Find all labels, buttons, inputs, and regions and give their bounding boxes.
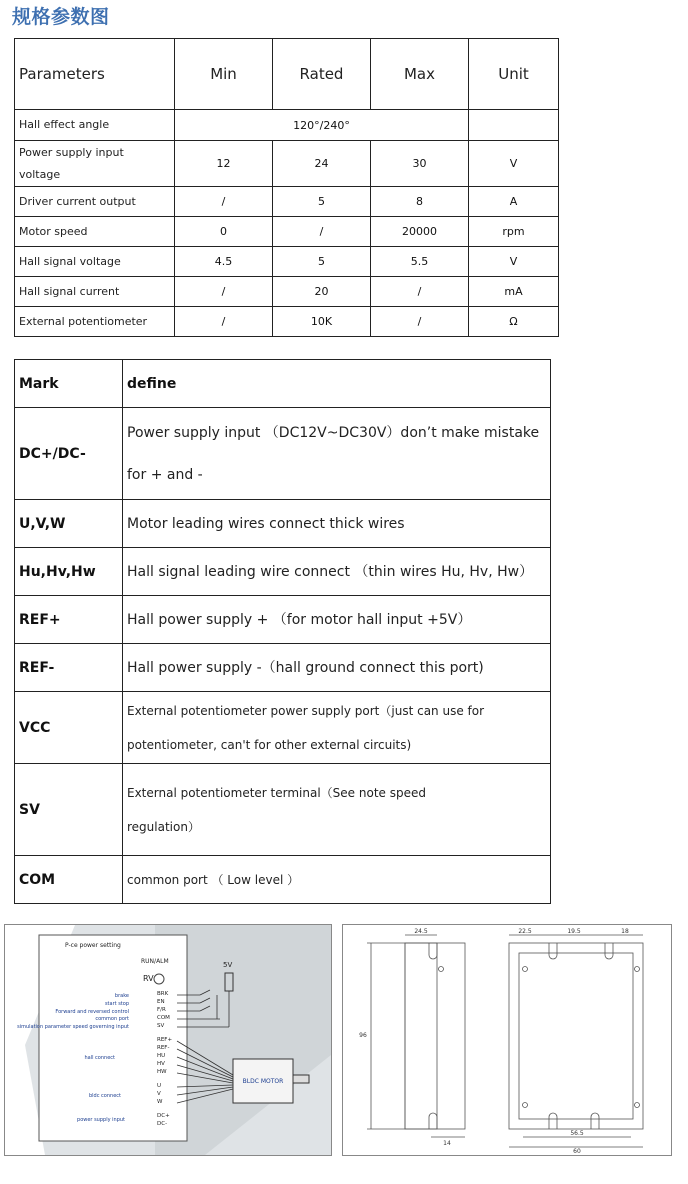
header-mark: Mark [15, 360, 123, 408]
pin-label: W [157, 1099, 163, 1105]
hall-angle-value: 120°/240° [175, 110, 469, 141]
param-unit: mA [469, 277, 559, 307]
page-title: 规格参数图 [12, 6, 110, 28]
param-label: Hall effect angle [15, 110, 175, 141]
side-label: simulation parameter speed governing input [17, 1024, 129, 1030]
pin-label: V [157, 1091, 161, 1097]
mark-row [15, 764, 551, 856]
mark-key: COM [15, 856, 123, 904]
dim-label: 56.5 [570, 1130, 584, 1137]
dim-label: 60 [573, 1148, 581, 1155]
param-max: 5.5 [371, 247, 469, 277]
param-unit: Ω [469, 307, 559, 337]
side-label: hall connect [84, 1055, 115, 1061]
mark-define-line1: Power supply input （DC12V~DC30V）don’t make mistake [127, 424, 540, 441]
param-unit: rpm [469, 217, 559, 247]
power-setting-label: P-ce power setting [65, 942, 121, 949]
motor-label: BLDC MOTOR [242, 1078, 284, 1085]
mark-define-line1: External potentiometer power supply port（just can use for [127, 703, 485, 718]
param-min: 4.5 [175, 247, 273, 277]
pin-label: EN [157, 999, 165, 1005]
mark-define: Hall power supply + （for motor hall input +5V） [123, 596, 551, 644]
mark-define: common port （ Low level ） [123, 856, 551, 904]
wiring-diagram-image [4, 924, 332, 1156]
pin-label: COM [157, 1015, 170, 1021]
dim-label: 18 [621, 928, 629, 935]
param-min: / [175, 277, 273, 307]
pin-label: REF- [157, 1045, 170, 1051]
pin-label: F/R [157, 1007, 166, 1013]
mark-define: Hall signal leading wire connect （thin wires Hu, Hv, Hw） [123, 548, 551, 596]
param-label: Driver current output [15, 187, 175, 217]
param-rated: / [273, 217, 371, 247]
param-label: External potentiometer [15, 307, 175, 337]
hall-angle-unit [469, 110, 559, 141]
mark-key: DC+/DC- [15, 408, 123, 500]
param-rated: 5 [273, 187, 371, 217]
pin-label: DC- [157, 1121, 168, 1127]
param-min: / [175, 307, 273, 337]
mark-define [123, 692, 551, 764]
param-max: / [371, 277, 469, 307]
param-max: 8 [371, 187, 469, 217]
mark-define [123, 764, 551, 856]
mark-row [15, 596, 551, 644]
header-define: define [123, 360, 551, 408]
param-label: Hall signal current [15, 277, 175, 307]
mark-define-line1: External potentiometer terminal（See note speed [127, 785, 426, 800]
sv-5v-label: 5V [223, 961, 233, 969]
mark-key: SV [15, 764, 123, 856]
spec-header-row [15, 39, 559, 110]
param-rated: 24 [273, 141, 371, 187]
pin-label: BRK [157, 991, 169, 997]
dim-label: 96 [359, 1032, 367, 1039]
header-max: Max [371, 39, 469, 110]
mark-define: Motor leading wires connect thick wires [123, 500, 551, 548]
side-label: start stop [104, 1001, 129, 1007]
dim-label: 19.5 [567, 928, 581, 935]
param-unit: V [469, 247, 559, 277]
side-label: bldc connect [88, 1093, 121, 1099]
param-rated: 20 [273, 277, 371, 307]
mark-table [14, 359, 551, 904]
param-min: 0 [175, 217, 273, 247]
mark-define: Hall power supply -（hall ground connect this port) [123, 644, 551, 692]
motor-shaft [293, 1075, 309, 1083]
param-unit: V [469, 141, 559, 187]
param-label [15, 141, 175, 187]
param-label-line1: Power supply input [19, 145, 124, 159]
mark-key: VCC [15, 692, 123, 764]
side-label: brake [114, 993, 129, 999]
param-label: Motor speed [15, 217, 175, 247]
param-unit: A [469, 187, 559, 217]
pin-label: HV [157, 1061, 165, 1067]
spec-row [15, 307, 559, 337]
param-max: 30 [371, 141, 469, 187]
header-parameters: Parameters [15, 39, 175, 110]
dimension-drawing-image [342, 924, 672, 1156]
run-alm-label: RUN/ALM [141, 958, 169, 965]
pin-label: HW [157, 1069, 167, 1075]
header-unit: Unit [469, 39, 559, 110]
dim-label: 22.5 [518, 928, 532, 935]
dim-label: 24.5 [414, 928, 428, 935]
pin-label: DC+ [157, 1113, 170, 1119]
mark-row [15, 408, 551, 500]
mark-define [123, 408, 551, 500]
side-label: common port [95, 1016, 129, 1022]
param-label: Hall signal voltage [15, 247, 175, 277]
dim-label: 14 [443, 1140, 451, 1147]
wiring-diagram-svg [5, 925, 331, 1155]
pin-label: SV [157, 1023, 165, 1029]
side-label: Forward and reversed control [55, 1009, 129, 1015]
mark-row [15, 856, 551, 904]
mark-row [15, 692, 551, 764]
mark-row [15, 500, 551, 548]
mark-key: U,V,W [15, 500, 123, 548]
param-label-line2: voltage [19, 167, 61, 181]
mark-header-row [15, 360, 551, 408]
mark-define-line2: potentiometer, can't for other external circuits) [127, 737, 412, 752]
param-rated: 10K [273, 307, 371, 337]
param-rated: 5 [273, 247, 371, 277]
pin-label: HU [157, 1053, 166, 1059]
mark-key: REF+ [15, 596, 123, 644]
pin-label: U [157, 1083, 162, 1089]
spec-row [15, 187, 559, 217]
spec-row-hall-angle [15, 110, 559, 141]
mark-key: REF- [15, 644, 123, 692]
spec-row [15, 277, 559, 307]
mark-key: Hu,Hv,Hw [15, 548, 123, 596]
param-max: / [371, 307, 469, 337]
spec-row [15, 141, 559, 187]
rv-label: RV [143, 974, 154, 983]
mark-define-line2: for + and - [127, 466, 203, 483]
dimension-drawing-svg [343, 925, 671, 1155]
param-min: 12 [175, 141, 273, 187]
mark-row [15, 548, 551, 596]
side-label: power supply input [77, 1117, 125, 1123]
header-min: Min [175, 39, 273, 110]
spec-row [15, 217, 559, 247]
param-max: 20000 [371, 217, 469, 247]
header-rated: Rated [273, 39, 371, 110]
mark-row [15, 644, 551, 692]
spec-table [14, 38, 559, 337]
mark-define-line2: regulation） [127, 819, 200, 834]
param-min: / [175, 187, 273, 217]
pin-label: REF+ [157, 1037, 173, 1043]
spec-row [15, 247, 559, 277]
